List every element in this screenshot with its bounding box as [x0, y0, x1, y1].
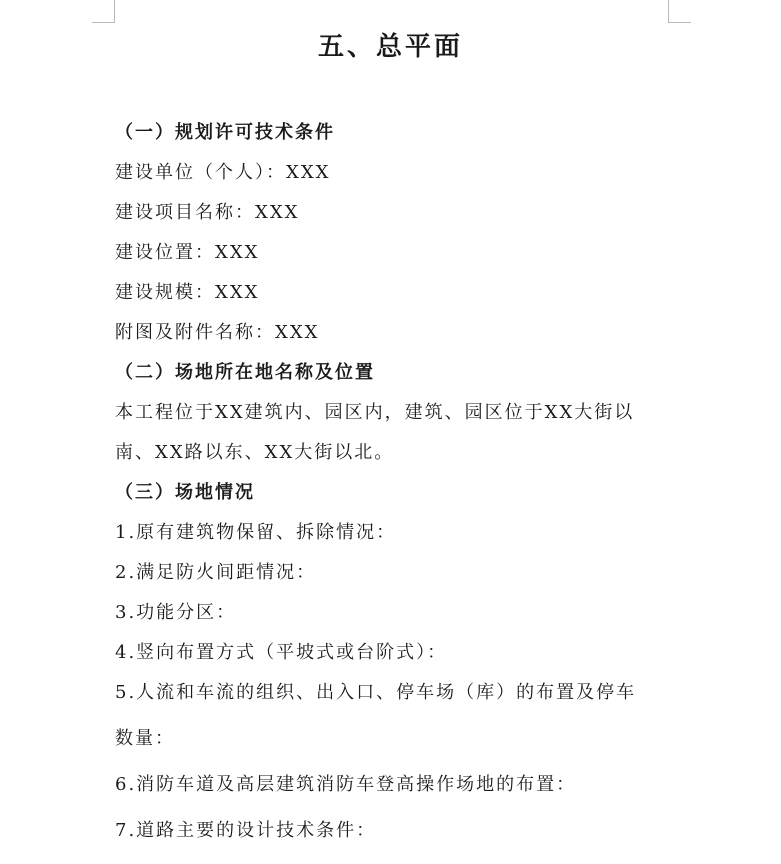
field-construction-location: 建设位置：XXX	[115, 242, 260, 263]
list-item-road-conditions: 7.道路主要的设计技术条件：	[115, 820, 377, 841]
field-attachments-name: 附图及附件名称：XXX	[115, 322, 320, 343]
field-construction-unit: 建设单位（个人）：XXX	[115, 162, 331, 183]
section-heading-site-conditions: （三）场地情况	[115, 482, 255, 503]
page-title: 五、总平面	[317, 32, 463, 62]
page-corner-mark-top-left	[92, 0, 115, 23]
section-heading-site-location: （二）场地所在地名称及位置	[115, 362, 375, 383]
site-location-line-2: 南、XX路以东、XX大街以北。	[115, 442, 395, 463]
list-item-fire-lanes: 6.消防车道及高层建筑消防车登高操作场地的布置：	[115, 774, 577, 795]
list-item-traffic-organization: 5.人流和车流的组织、出入口、停车场（库）的布置及停车	[115, 682, 637, 703]
section-heading-planning-permit: （一）规划许可技术条件	[115, 122, 335, 143]
list-item-vertical-layout: 4.竖向布置方式（平坡式或台阶式）：	[115, 642, 448, 663]
list-item-functional-zoning: 3.功能分区：	[115, 602, 237, 623]
list-item-traffic-organization-cont: 数量：	[115, 728, 175, 749]
field-project-name: 建设项目名称：XXX	[115, 202, 300, 223]
list-item-existing-buildings: 1.原有建筑物保留、拆除情况：	[115, 522, 397, 543]
field-construction-scale: 建设规模：XXX	[115, 282, 260, 303]
document-body	[115, 113, 675, 851]
list-item-fire-spacing: 2.满足防火间距情况：	[115, 562, 317, 583]
site-location-line-1: 本工程位于XX建筑内、园区内，建筑、园区位于XX大街以	[115, 402, 635, 423]
page-corner-mark-top-right	[668, 0, 691, 23]
